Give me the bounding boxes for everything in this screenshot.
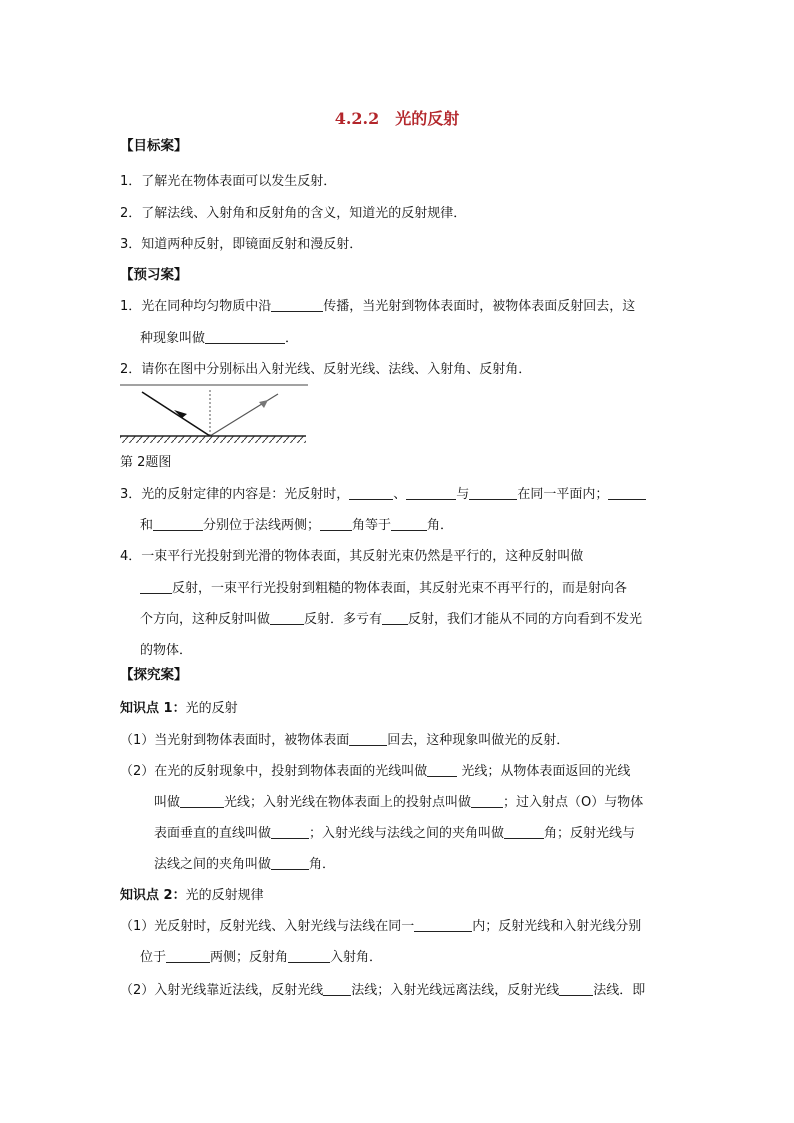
q4-blank-1[interactable] — [140, 580, 172, 594]
kp2-p2-c: 法线．即 — [593, 983, 646, 998]
reflected-arrow — [259, 400, 268, 408]
preview-q1-line1 — [120, 298, 680, 316]
preview-q2: 2．请你在图中分别标出入射光线、反射光线、法线、入射角、反射角． — [120, 362, 532, 377]
kp1-p2-c: 叫做 — [154, 795, 181, 810]
kp2-p1-a: （1）光反射时，反射光线、入射光线与法线在同一 — [120, 919, 415, 934]
kp2-p2-a: （2）入射光线靠近法线，反射光线 — [120, 983, 324, 998]
q3-text-g: 角等于 — [352, 518, 392, 533]
kp1-p2-line1 — [120, 763, 680, 781]
goal-item-2: 2．了解法线、入射角和反射角的含义，知道光的反射规律． — [120, 206, 467, 221]
kp2-p1-b: 内；反射光线和入射光线分别 — [472, 919, 642, 934]
q4-blank-2[interactable] — [270, 611, 304, 625]
kp1-p2-blank-3[interactable] — [471, 794, 503, 808]
q3-blank-2[interactable] — [406, 486, 456, 500]
kp2-label: 知识点 2： — [120, 888, 186, 903]
figure-caption: 第 2题图 — [120, 455, 172, 470]
preview-q3-line1 — [120, 486, 680, 504]
q3-blank-3[interactable] — [469, 486, 517, 500]
kp1-p2-h: 角；反射光线与 — [544, 826, 636, 841]
kp1-heading — [120, 700, 680, 718]
kp1-p1-b: 回去，这种现象叫做光的反射． — [387, 733, 570, 748]
kp1-p2-blank-4[interactable] — [271, 825, 309, 839]
q3-text-e: 和 — [140, 518, 154, 533]
preview-q4-line4: 的物体． — [140, 643, 193, 658]
kp2-p1-d: 两侧；反射角 — [210, 950, 289, 965]
preview-q1-line2 — [120, 330, 700, 348]
preview-q4-line2 — [120, 580, 700, 598]
q3-blank-4[interactable] — [608, 486, 646, 500]
kp1-p2-j: 角． — [309, 857, 336, 872]
kp2-heading — [120, 887, 680, 905]
kp1-p2-e: ；过入射点（O）与物体 — [503, 795, 644, 810]
kp1-p2-d: 光线；入射光线在物体表面上的投射点叫做 — [224, 795, 472, 810]
q1-blank-2[interactable] — [205, 330, 285, 344]
q3-text-c: 与 — [456, 487, 470, 502]
kp1-label: 知识点 1： — [120, 701, 186, 716]
kp2-p2-blank-2[interactable] — [559, 982, 593, 996]
kp2-p1-c: 位于 — [140, 950, 167, 965]
preview-q3-line2 — [120, 517, 700, 535]
kp1-p2-i: 法线之间的夹角叫做 — [154, 857, 272, 872]
kp1-p2-line2 — [154, 794, 680, 812]
kp1-p2-blank-1[interactable] — [427, 763, 457, 777]
kp1-p1 — [120, 732, 680, 750]
kp1-p2-line4 — [154, 856, 680, 874]
kp2-title: 光的反射规律 — [185, 888, 264, 903]
kp2-p1-line1 — [120, 918, 680, 936]
kp2-p2-b: 法线；入射光线远离法线，反射光线 — [351, 983, 560, 998]
preview-q4-line3 — [120, 611, 700, 629]
kp1-p2-line3 — [154, 825, 680, 843]
q4-text-b: 反射，一束平行光投射到粗糙的物体表面，其反射光束不再平行的，而是射向各 — [172, 581, 628, 596]
q3-text-h: 角． — [427, 518, 454, 533]
incident-ray — [142, 392, 210, 436]
preview-q4-line1: 4．一束平行光投射到光滑的物体表面，其反射光束仍然是平行的，这种反射叫做 — [120, 549, 584, 564]
kp2-p2-blank-1[interactable] — [323, 982, 351, 996]
q3-blank-6[interactable] — [320, 517, 352, 531]
kp1-p2-blank-5[interactable] — [504, 825, 544, 839]
kp2-p1-e: 入射角． — [330, 950, 383, 965]
q3-text-a: 3．光的反射定律的内容是：光反射时， — [120, 487, 350, 502]
kp1-p1-a: （1）当光射到物体表面时，被物体表面 — [120, 733, 350, 748]
goal-item-1: 1．了解光在物体表面可以发生反射． — [120, 174, 337, 189]
page-title: 4.2.2 光的反射 — [334, 109, 460, 128]
q1-text-b: 传播，当光射到物体表面时，被物体表面反射回去，这 — [323, 299, 636, 314]
kp1-p2-a: （2）在光的反射现象中，投射到物体表面的光线叫做 — [120, 764, 428, 779]
q1-text-c: 种现象叫做 — [140, 331, 206, 346]
q4-text-c: 个方向，这种反射叫做 — [140, 612, 271, 627]
q4-blank-3[interactable] — [382, 611, 408, 625]
kp2-p1-blank-1[interactable] — [414, 918, 472, 932]
q3-blank-1[interactable] — [349, 486, 393, 500]
q3-blank-7[interactable] — [391, 517, 427, 531]
q1-text-d: ． — [285, 331, 299, 346]
q1-blank-1[interactable] — [271, 298, 323, 312]
reflection-diagram — [118, 384, 314, 444]
kp1-title: 光的反射 — [185, 701, 238, 716]
goal-item-3: 3．知道两种反射，即镜面反射和漫反射． — [120, 237, 363, 252]
explore-heading: 【探究案】 — [120, 667, 188, 683]
kp1-p2-f: 表面垂直的直线叫做 — [154, 826, 272, 841]
kp1-p2-blank-6[interactable] — [271, 856, 309, 870]
q3-text-b: 、 — [393, 487, 407, 502]
preview-heading: 【预习案】 — [120, 267, 188, 283]
q3-text-f: 分别位于法线两侧； — [203, 518, 321, 533]
q4-text-e: 反射，我们才能从不同的方向看到不发光 — [408, 612, 643, 627]
kp2-p1-blank-2[interactable] — [166, 949, 210, 963]
q3-text-d: 在同一平面内； — [517, 487, 609, 502]
kp2-p1-blank-3[interactable] — [288, 949, 330, 963]
kp1-p1-blank[interactable] — [349, 732, 387, 746]
kp1-p2-g: ；入射光线与法线之间的夹角叫做 — [309, 826, 505, 841]
kp1-p2-b: 光线；从物体表面返回的光线 — [457, 764, 631, 779]
q1-text-a: 1．光在同种均匀物质中沿 — [120, 299, 272, 314]
mirror-surface-hatch — [120, 436, 306, 443]
kp2-p1-line2 — [120, 949, 700, 967]
kp2-p2-line1 — [120, 982, 680, 1000]
q3-blank-5[interactable] — [153, 517, 203, 531]
goal-heading: 【目标案】 — [120, 138, 188, 154]
q4-text-d: 反射．多亏有 — [304, 612, 383, 627]
kp1-p2-blank-2[interactable] — [180, 794, 224, 808]
